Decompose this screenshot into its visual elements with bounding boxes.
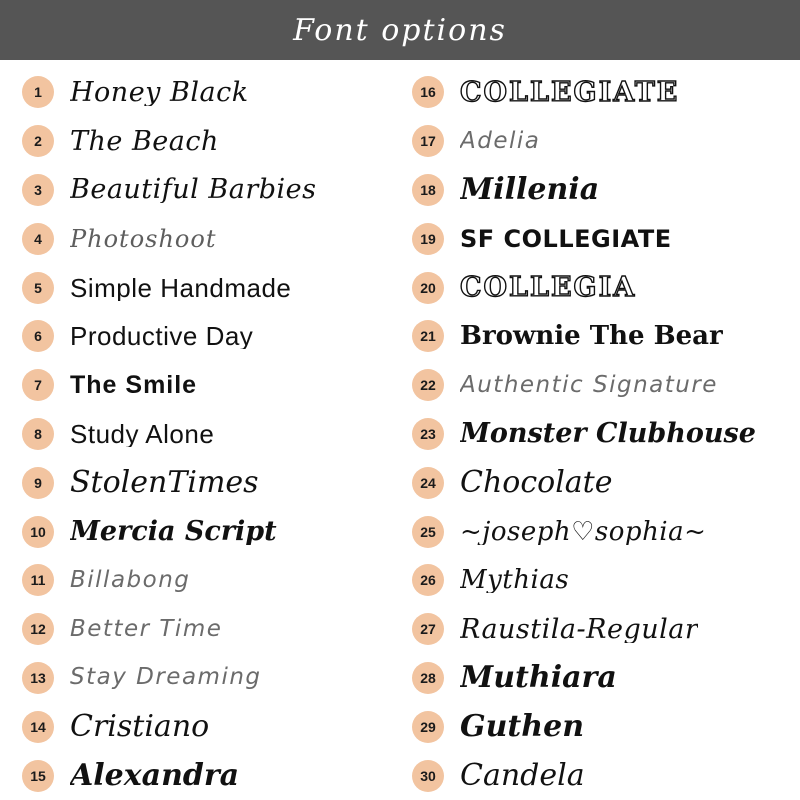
page-header [0, 0, 800, 60]
font-option-sample-text: Cristiano [70, 711, 210, 742]
font-option-number-badge: 25 [412, 516, 444, 548]
font-option-number-badge: 3 [22, 174, 54, 206]
font-option-sample-text: Millenia [460, 174, 600, 205]
font-option-row[interactable] [22, 312, 394, 361]
font-option-number-badge: 13 [22, 662, 54, 694]
font-option-sample-text: SF COLLEGIATE [460, 226, 672, 251]
font-option-row[interactable] [22, 458, 394, 507]
font-option-sample-text: Guthen [460, 711, 584, 742]
font-option-row[interactable] [22, 361, 394, 410]
font-option-row[interactable] [22, 410, 394, 459]
font-option-sample-text: Muthiara [460, 662, 617, 693]
font-option-row[interactable] [412, 361, 794, 410]
font-option-sample-text: Monster Clubhouse [460, 420, 756, 448]
font-option-sample-text: Alexandra [70, 760, 240, 791]
font-option-row[interactable] [412, 605, 794, 654]
font-option-row[interactable] [22, 68, 394, 117]
font-option-number-badge: 29 [412, 711, 444, 743]
font-list [0, 60, 800, 792]
font-option-row[interactable] [412, 702, 794, 751]
font-option-sample-text: Photoshoot [70, 226, 217, 251]
font-option-number-badge: 26 [412, 564, 444, 596]
font-option-sample-text: Candela [460, 760, 585, 791]
font-option-row[interactable] [412, 751, 794, 800]
font-option-row[interactable] [412, 214, 794, 263]
font-option-row[interactable] [412, 166, 794, 215]
font-option-row[interactable] [22, 605, 394, 654]
font-option-sample-text: ~joseph♡sophia~ [460, 518, 707, 545]
font-option-number-badge: 17 [412, 125, 444, 157]
font-option-number-badge: 6 [22, 320, 54, 352]
font-option-row[interactable] [412, 410, 794, 459]
font-option-number-badge: 12 [22, 613, 54, 645]
font-option-number-badge: 7 [22, 369, 54, 401]
font-option-number-badge: 4 [22, 223, 54, 255]
font-option-row[interactable] [412, 263, 794, 312]
page-title: Font options [293, 12, 507, 48]
font-option-number-badge: 22 [412, 369, 444, 401]
font-option-row[interactable] [22, 507, 394, 556]
font-option-number-badge: 19 [412, 223, 444, 255]
font-option-row[interactable] [22, 263, 394, 312]
font-option-number-badge: 9 [22, 467, 54, 499]
font-option-row[interactable] [22, 751, 394, 800]
font-option-number-badge: 28 [412, 662, 444, 694]
font-option-sample-text: Mythias [460, 567, 570, 594]
font-option-number-badge: 18 [412, 174, 444, 206]
font-option-number-badge: 1 [22, 76, 54, 108]
font-option-sample-text: Simple Handmade [70, 274, 292, 301]
font-option-number-badge: 23 [412, 418, 444, 450]
font-option-sample-text: StolenTimes [70, 467, 259, 498]
font-list-left-column [0, 68, 400, 792]
font-option-sample-text: Authentic Signature [460, 373, 718, 397]
font-option-row[interactable] [22, 654, 394, 703]
font-option-number-badge: 30 [412, 760, 444, 792]
font-option-row[interactable] [22, 166, 394, 215]
font-option-row[interactable] [22, 117, 394, 166]
font-list-right-column [400, 68, 800, 792]
font-option-row[interactable] [412, 68, 794, 117]
font-option-sample-text: Adelia [460, 129, 541, 153]
font-option-sample-text: Raustila-Regular [460, 615, 699, 643]
font-option-number-badge: 15 [22, 760, 54, 792]
font-option-sample-text: COLLEGIATE [460, 78, 680, 106]
font-option-number-badge: 5 [22, 272, 54, 304]
font-option-number-badge: 24 [412, 467, 444, 499]
font-option-sample-text: Honey Black [70, 78, 249, 106]
font-option-sample-text: Mercia Script [70, 518, 277, 546]
font-option-number-badge: 14 [22, 711, 54, 743]
font-option-row[interactable] [412, 117, 794, 166]
font-option-number-badge: 11 [22, 564, 54, 596]
font-option-sample-text: Better Time [70, 617, 223, 641]
font-option-number-badge: 20 [412, 272, 444, 304]
font-option-number-badge: 2 [22, 125, 54, 157]
font-option-number-badge: 10 [22, 516, 54, 548]
font-option-sample-text: Productive Day [70, 323, 254, 350]
font-option-row[interactable] [412, 458, 794, 507]
font-option-number-badge: 8 [22, 418, 54, 450]
font-option-row[interactable] [412, 312, 794, 361]
font-option-sample-text: Beautiful Barbies [70, 176, 317, 204]
font-option-sample-text: Stay Dreaming [70, 666, 262, 690]
font-option-sample-text: The Beach [70, 127, 219, 155]
font-option-sample-text: Study Alone [70, 420, 215, 447]
font-option-row[interactable] [22, 556, 394, 605]
font-option-row[interactable] [412, 507, 794, 556]
font-option-number-badge: 21 [412, 320, 444, 352]
font-option-sample-text: Billabong [70, 568, 191, 592]
font-option-row[interactable] [412, 556, 794, 605]
font-option-number-badge: 27 [412, 613, 444, 645]
font-option-row[interactable] [412, 654, 794, 703]
font-option-sample-text: The Smile [70, 372, 198, 398]
font-option-row[interactable] [22, 702, 394, 751]
font-option-sample-text: Chocolate [460, 467, 613, 498]
font-option-row[interactable] [22, 214, 394, 263]
font-option-sample-text: COLLEGIA [460, 274, 637, 302]
font-option-sample-text: Brownie The Bear [460, 323, 723, 350]
font-option-number-badge: 16 [412, 76, 444, 108]
